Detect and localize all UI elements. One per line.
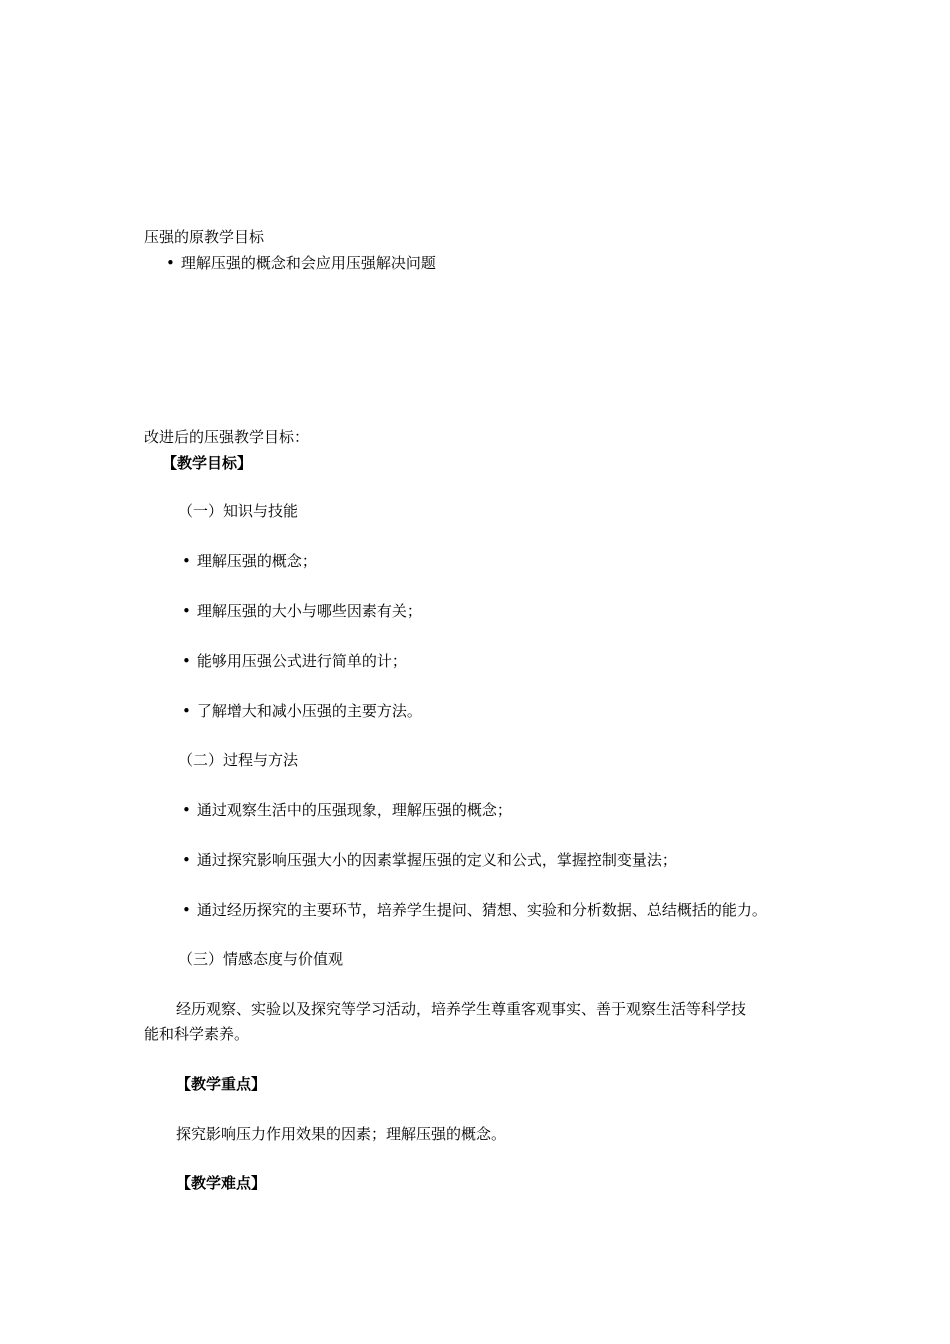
process-item <box>182 850 677 870</box>
knowledge-item <box>182 551 317 571</box>
knowledge-item <box>182 701 422 721</box>
difficulty-title: 【教学难点】 <box>176 1174 267 1192</box>
key-point-text: 探究影响压力作用效果的因素；理解压强的概念。 <box>176 1125 507 1143</box>
process-item-text: 通过经历探究的主要环节，培养学生提问、猜想、实验和分析数据、总结概括的能力。 <box>196 901 767 919</box>
knowledge-item <box>182 601 422 621</box>
bullet-icon: • <box>182 801 191 819</box>
attitude-values-title: （三）情感态度与价值观 <box>178 950 344 968</box>
attitude-paragraph-line: 能和科学素养。 <box>144 1025 250 1043</box>
bullet-icon: • <box>182 702 191 720</box>
attitude-paragraph-line: 经历观察、实验以及探究等学习活动，培养学生尊重客观事实、善于观察生活等科学技 <box>176 1000 747 1018</box>
improved-objectives-heading: 改进后的压强教学目标： <box>144 428 310 446</box>
knowledge-item-text: 了解增大和减小压强的主要方法。 <box>196 702 422 720</box>
original-objectives-heading: 压强的原教学目标 <box>144 228 265 246</box>
knowledge-item-text: 理解压强的概念； <box>196 552 317 570</box>
bullet-icon: • <box>182 901 191 919</box>
bullet-icon: • <box>182 602 191 620</box>
bullet-icon: • <box>182 552 191 570</box>
original-objective-text: 理解压强的概念和会应用压强解决问题 <box>180 254 436 272</box>
process-item <box>182 800 512 820</box>
process-methods-title: （二）过程与方法 <box>178 751 299 769</box>
knowledge-skills-title: （一）知识与技能 <box>178 502 299 520</box>
bullet-icon: • <box>166 254 175 272</box>
process-item-text: 通过观察生活中的压强现象，理解压强的概念； <box>196 801 512 819</box>
process-item <box>182 900 767 920</box>
teaching-objectives-title: 【教学目标】 <box>162 454 253 472</box>
original-objective-item <box>166 253 436 273</box>
process-item-text: 通过探究影响压强大小的因素掌握压强的定义和公式，掌握控制变量法； <box>196 851 677 869</box>
bullet-icon: • <box>182 652 191 670</box>
key-point-title: 【教学重点】 <box>176 1075 267 1093</box>
bullet-icon: • <box>182 851 191 869</box>
knowledge-item-text: 理解压强的大小与哪些因素有关； <box>196 602 422 620</box>
knowledge-item-text: 能够用压强公式进行简单的计； <box>196 652 407 670</box>
knowledge-item <box>182 651 407 671</box>
